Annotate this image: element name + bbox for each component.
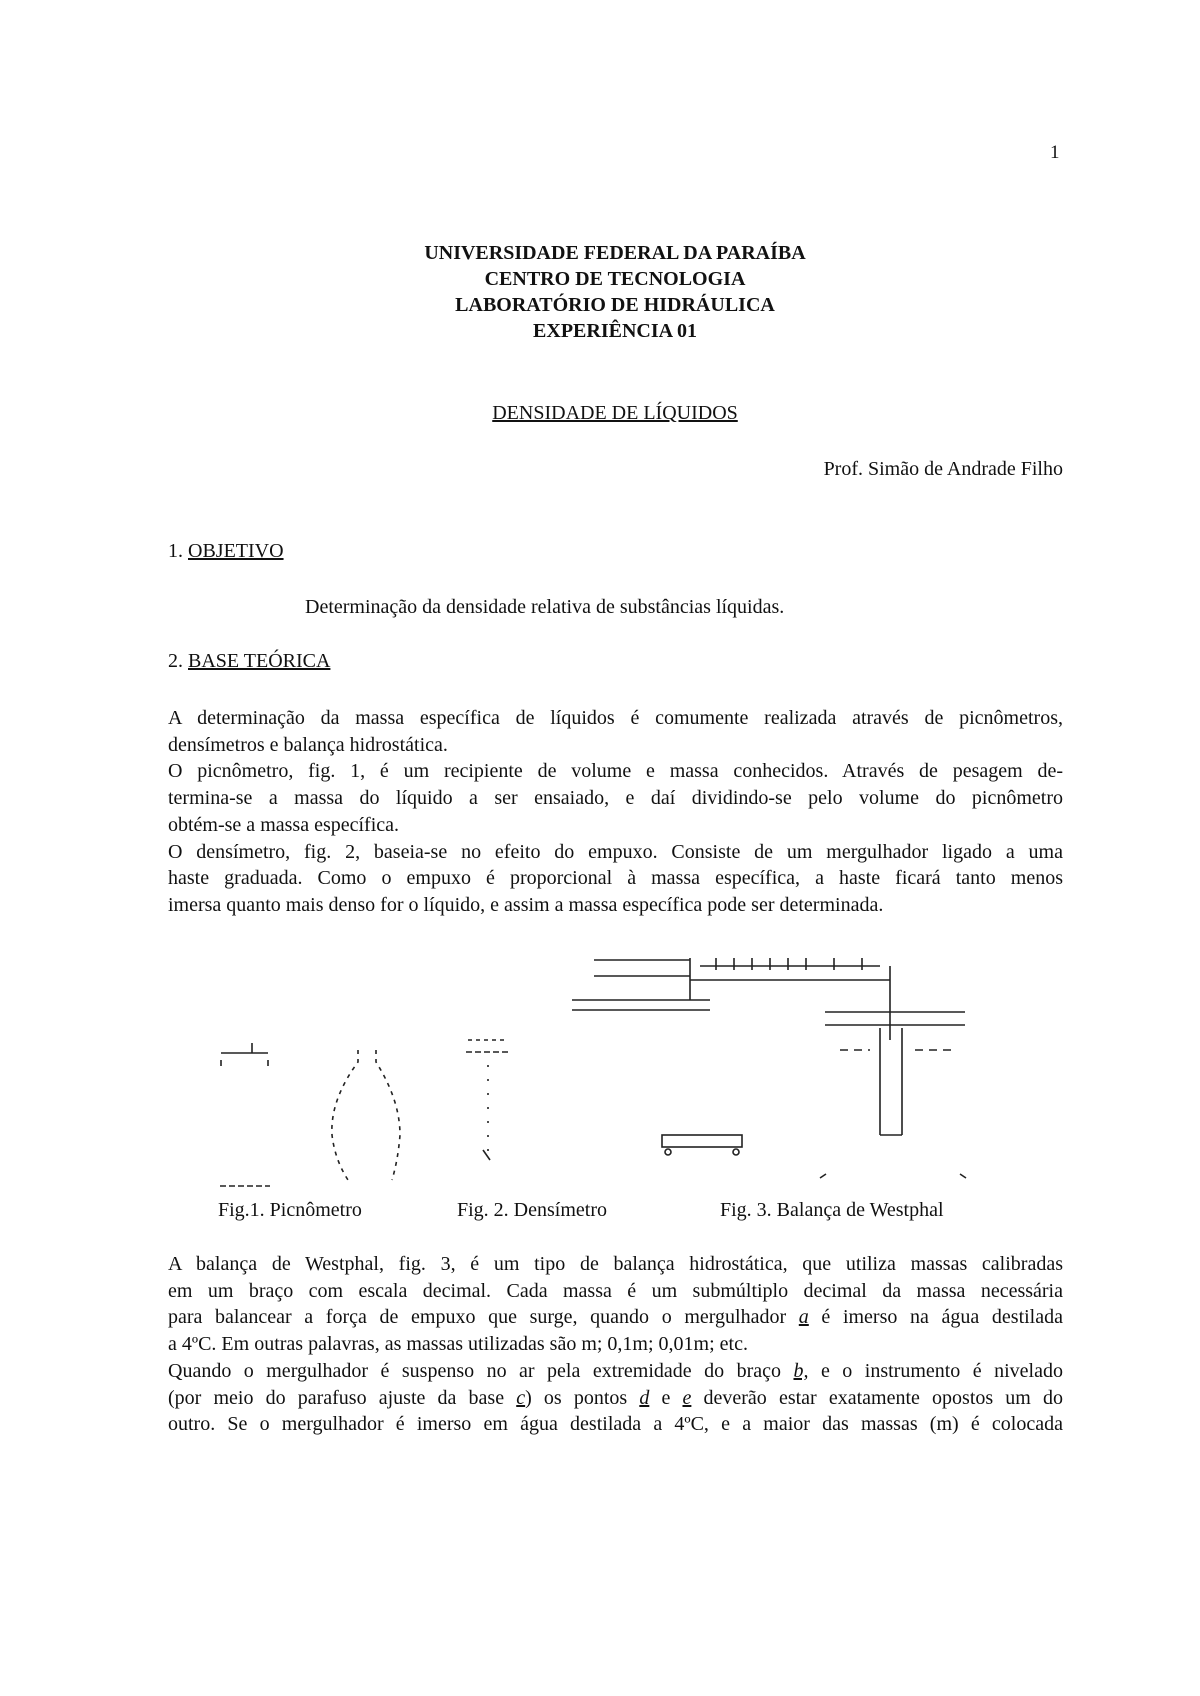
variable-label: c xyxy=(516,1386,526,1409)
section-number: 1. xyxy=(168,540,183,562)
section-title: OBJETIVO xyxy=(188,540,284,562)
text-segment: ) os pontos xyxy=(525,1386,640,1409)
objective-text: Determinação da densidade relativa de substâncias líquidas. xyxy=(305,596,785,618)
figure-caption: Fig. 2. Densímetro xyxy=(457,1199,607,1221)
paragraph-line: em um braço com escala decimal. Cada massa é um submúltiplo decimal da massa necessária xyxy=(168,1279,1063,1302)
paragraph-line: A determinação da massa específica de líquidos é comumente realizada através de picnômetros, xyxy=(168,707,1063,729)
experiment-heading: EXPERIÊNCIA 01 xyxy=(533,320,697,342)
paragraph-line: O picnômetro, fig. 1, é um recipiente de volume e massa conhecidos. Através de pesagem de- xyxy=(168,760,1063,783)
westphal-paragraph xyxy=(168,1251,1063,1438)
paragraph-line xyxy=(168,1304,1063,1331)
paragraph-line: imersa quanto mais denso for o líquido, e assim a massa específica pode ser determinada. xyxy=(168,893,884,916)
text-segment: (por meio do parafuso ajuste da base xyxy=(168,1386,517,1409)
text-segment: e o instrumento é nivelado xyxy=(808,1359,1063,1382)
paragraph-line: obtém-se a massa específica. xyxy=(168,813,400,836)
variable-label: e xyxy=(682,1386,692,1409)
text-segment: Quando o mergulhador é suspenso no ar pela extremidade do braço xyxy=(168,1359,794,1382)
paragraph-line xyxy=(168,1385,1063,1412)
westphal-balance-drawing xyxy=(572,958,966,1178)
text-segment: para balancear a força de empuxo que surge, quando o mergulhador xyxy=(168,1306,799,1329)
paragraph-line: haste graduada. Como o empuxo é proporcional à massa específica, a haste ficará tanto menos xyxy=(168,867,1063,890)
paragraph-line: outro. Se o mergulhador é imerso em água destilada a 4ºC, e a maior das massas (m) é colocada xyxy=(168,1413,1063,1436)
center-heading: CENTRO DE TECNOLOGIA xyxy=(484,268,746,290)
paragraph-line: O densímetro, fig. 2, baseia-se no efeito do empuxo. Consiste de um mergulhador ligado a uma xyxy=(168,840,1063,863)
variable-label: b, xyxy=(793,1359,809,1382)
figure-caption: Fig. 3. Balança de Westphal xyxy=(720,1199,944,1221)
pycnometer-drawing xyxy=(220,1043,270,1186)
text-segment: deverão estar exatamente opostos um do xyxy=(691,1386,1063,1409)
paragraph-line: A balança de Westphal, fig. 3, é um tipo de balança hidrostática, que utiliza massas calibradas xyxy=(168,1253,1063,1275)
paragraph-line xyxy=(168,1358,1063,1385)
page-number: 1 xyxy=(1050,142,1060,163)
section-title: BASE TEÓRICA xyxy=(188,650,331,672)
author-name: Prof. Simão de Andrade Filho xyxy=(823,458,1063,480)
text-segment: é imerso na água destilada xyxy=(808,1306,1063,1329)
section-number: 2. xyxy=(168,650,183,672)
variable-label: a xyxy=(798,1306,809,1329)
paragraph-line: a 4ºC. Em outras palavras, as massas utilizadas são m; 0,1m; 0,01m; etc. xyxy=(168,1333,748,1356)
university-heading: UNIVERSIDADE FEDERAL DA PARAÍBA xyxy=(424,242,806,264)
paragraph-line: termina-se a massa do líquido a ser ensaiado, e daí dividindo-se pelo volume do picnômetro xyxy=(168,787,1063,810)
variable-label: d xyxy=(639,1386,650,1409)
document-subject: DENSIDADE DE LÍQUIDOS xyxy=(492,402,738,424)
paragraph-line: densímetros e balança hidrostática. xyxy=(168,733,448,756)
flask-drawing xyxy=(332,1050,400,1180)
text-segment: e xyxy=(649,1386,683,1409)
hydrometer-drawing xyxy=(466,1040,510,1160)
lab-heading: LABORATÓRIO DE HIDRÁULICA xyxy=(455,294,775,316)
figure-caption: Fig.1. Picnômetro xyxy=(218,1199,362,1221)
